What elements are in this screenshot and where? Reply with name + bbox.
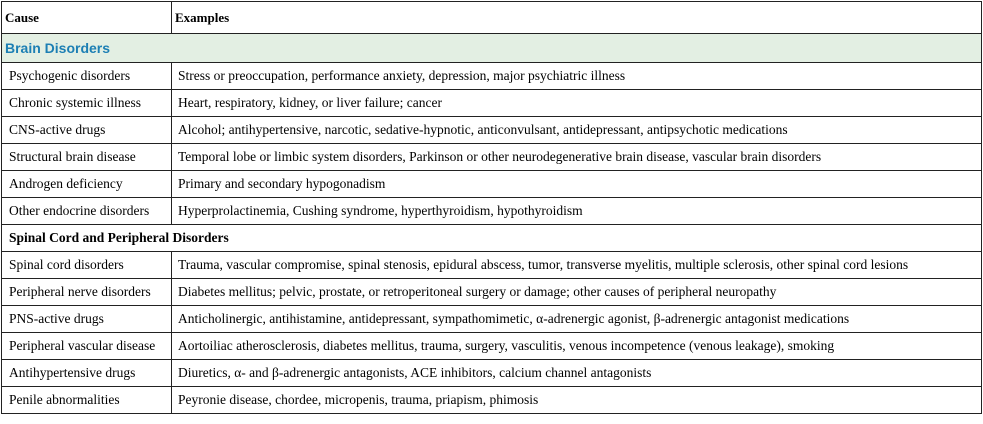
table-row	[2, 90, 982, 117]
table-row	[2, 360, 982, 387]
cause-cell: Penile abnormalities	[2, 387, 172, 414]
examples-cell: Anticholinergic, antihistamine, antidepressant, sympathomimetic, α-adrenergic agonist, β-adrenergic antagonist medications	[172, 306, 982, 333]
examples-cell: Peyronie disease, chordee, micropenis, trauma, priapism, phimosis	[172, 387, 982, 414]
table-row	[2, 198, 982, 225]
table-row	[2, 171, 982, 198]
header-row	[2, 2, 982, 34]
cause-cell: Psychogenic disorders	[2, 63, 172, 90]
cause-cell: Peripheral vascular disease	[2, 333, 172, 360]
examples-cell: Stress or preoccupation, performance anxiety, depression, major psychiatric illness	[172, 63, 982, 90]
table-row	[2, 333, 982, 360]
table-row	[2, 63, 982, 90]
cause-cell: Other endocrine disorders	[2, 198, 172, 225]
table-row	[2, 387, 982, 414]
examples-cell: Hyperprolactinemia, Cushing syndrome, hyperthyroidism, hypothyroidism	[172, 198, 982, 225]
examples-cell: Primary and secondary hypogonadism	[172, 171, 982, 198]
table-row	[2, 252, 982, 279]
section-title: Spinal Cord and Peripheral Disorders	[2, 225, 982, 252]
table-row	[2, 144, 982, 171]
examples-cell: Trauma, vascular compromise, spinal stenosis, epidural abscess, tumor, transverse myelitis, multiple sclerosis, other spinal cord lesions	[172, 252, 982, 279]
section-header	[2, 34, 982, 63]
section-header	[2, 225, 982, 252]
header-examples: Examples	[172, 2, 982, 34]
cause-cell: Spinal cord disorders	[2, 252, 172, 279]
cause-cell: Structural brain disease	[2, 144, 172, 171]
causes-table	[1, 1, 982, 414]
table-row	[2, 279, 982, 306]
examples-cell: Alcohol; antihypertensive, narcotic, sedative-hypnotic, anticonvulsant, antidepressant, antipsychotic medications	[172, 117, 982, 144]
table-row	[2, 117, 982, 144]
cause-cell: PNS-active drugs	[2, 306, 172, 333]
cause-cell: Androgen deficiency	[2, 171, 172, 198]
section-title: Brain Disorders	[2, 34, 982, 63]
cause-cell: CNS-active drugs	[2, 117, 172, 144]
cause-cell: Chronic systemic illness	[2, 90, 172, 117]
examples-cell: Aortoiliac atherosclerosis, diabetes mellitus, trauma, surgery, vasculitis, venous incompetence (venous leakage), smoking	[172, 333, 982, 360]
examples-cell: Diabetes mellitus; pelvic, prostate, or retroperitoneal surgery or damage; other causes of peripheral neuropathy	[172, 279, 982, 306]
cause-cell: Peripheral nerve disorders	[2, 279, 172, 306]
table-row	[2, 306, 982, 333]
examples-cell: Temporal lobe or limbic system disorders, Parkinson or other neurodegenerative brain disease, vascular brain disorders	[172, 144, 982, 171]
examples-cell: Heart, respiratory, kidney, or liver failure; cancer	[172, 90, 982, 117]
header-cause: Cause	[2, 2, 172, 34]
examples-cell: Diuretics, α- and β-adrenergic antagonists, ACE inhibitors, calcium channel antagonists	[172, 360, 982, 387]
cause-cell: Antihypertensive drugs	[2, 360, 172, 387]
